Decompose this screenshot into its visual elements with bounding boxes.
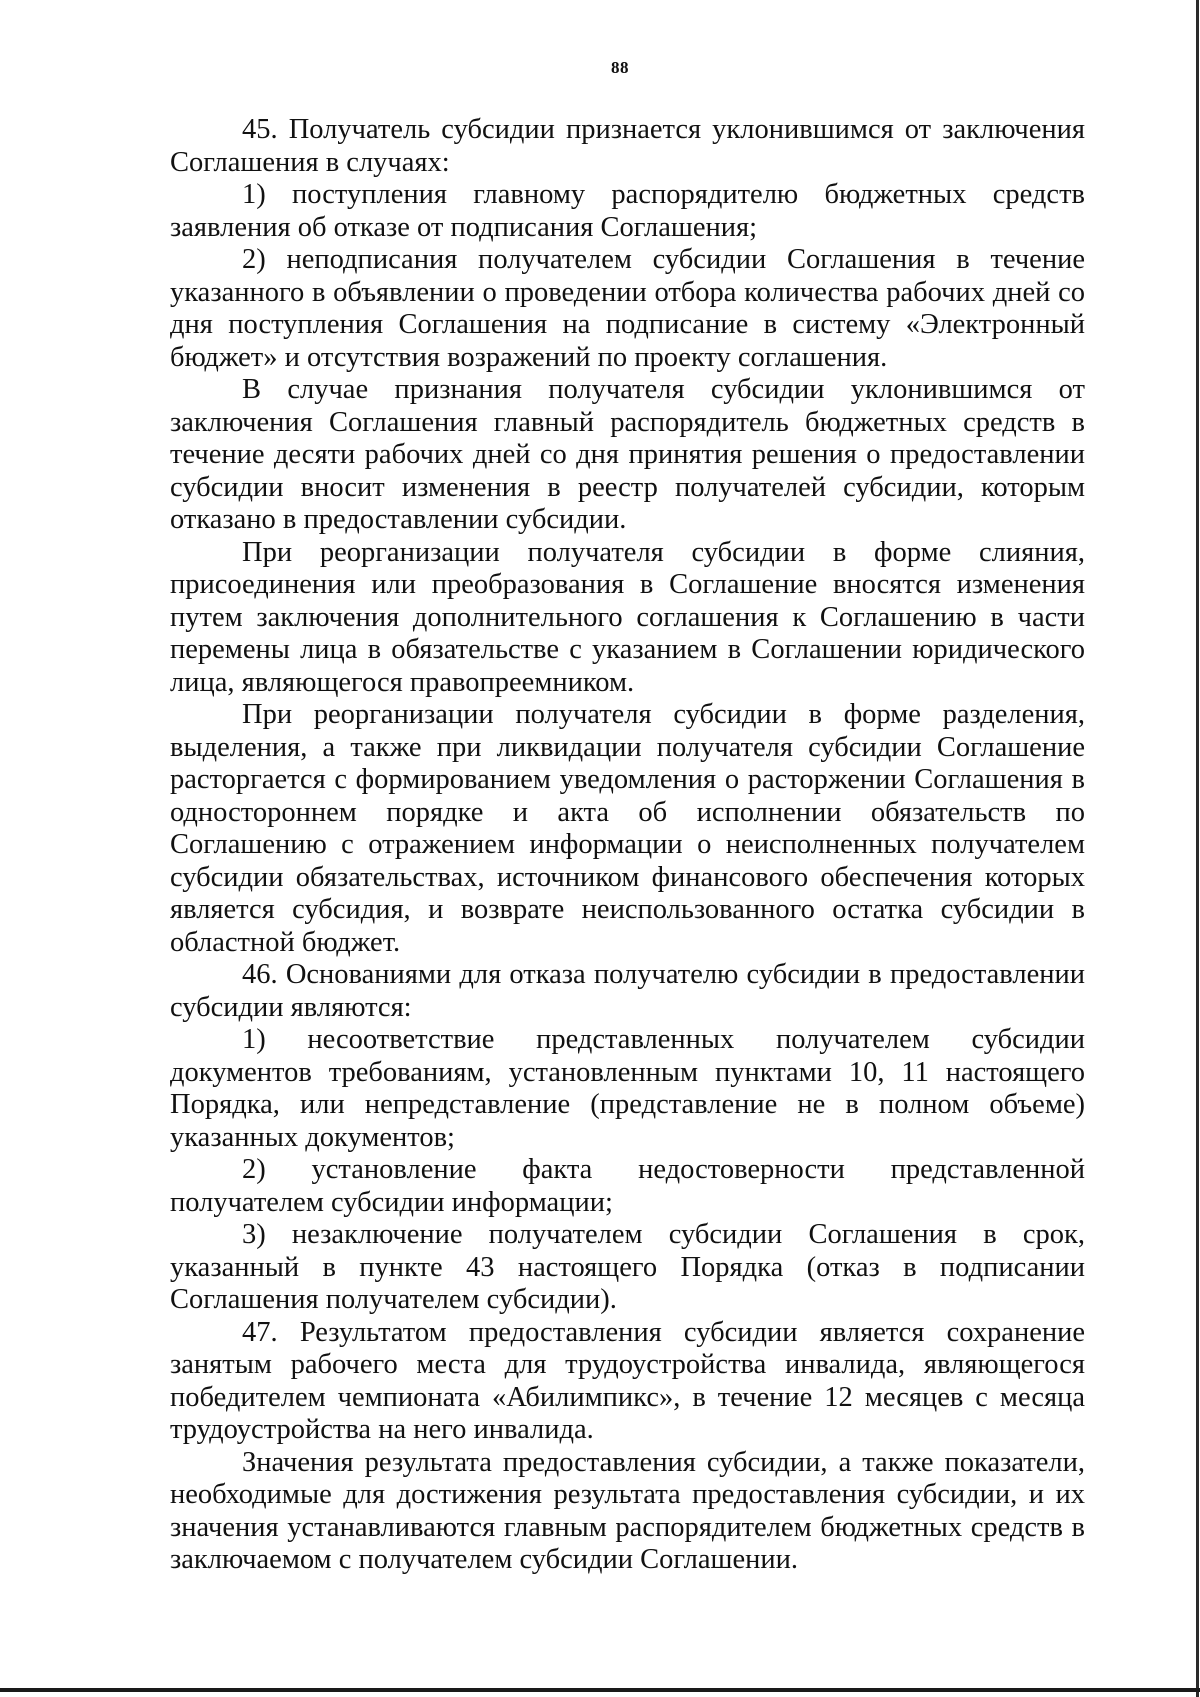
paragraph-reorganization-merger: При реорганизации получателя субсидии в форме слияния, присоединения или преобразования в Соглашение вносятся изменения путем заключения дополнительного соглашения к Соглашению в части перемены лица в обязательстве с указанием в Соглашении юридического лица, являющегося правопреемником.	[170, 536, 1085, 698]
scan-edge-bottom	[0, 1688, 1200, 1692]
paragraph-46: 46. Основаниями для отказа получателю субсидии в предоставлении субсидии являются:	[170, 959, 1085, 1023]
paragraph-46-item-3: 3) незаключение получателем субсидии Соглашения в срок, указанный в пункте 43 настоящего Порядка (отказ в подписании Соглашения получателем субсидии).	[170, 1219, 1085, 1315]
paragraph-47: 47. Результатом предоставления субсидии является сохранение занятым рабочего места для трудоустройства инвалида, являющегося победителем чемпионата «Абилимпикс», в течение 12 месяцев с месяца трудоустройства на него инвалида.	[170, 1316, 1085, 1445]
paragraph-45-item-1: 1) поступления главному распорядителю бюджетных средств заявления об отказе от подписания Соглашения;	[170, 179, 1085, 243]
paragraph-45-item-2: 2) неподписания получателем субсидии Соглашения в течение указанного в объявлении о проведении отбора количества рабочих дней со дня поступления Соглашения на подписание в систему «Электронный бюджет» и отсутствия возражений по проекту соглашения.	[170, 244, 1085, 373]
paragraph-46-item-1: 1) несоответствие представленных получателем субсидии документов требованиям, установленным пунктами 10, 11 настоящего Порядка, или непредставление (представление не в полном объеме) указанных документов;	[170, 1024, 1085, 1153]
paragraph-evasion-consequence: В случае признания получателя субсидии уклонившимся от заключения Соглашения главный распорядитель бюджетных средств в течение десяти рабочих дней со дня принятия решения о предоставлении субсидии вносит изменения в реестр получателей субсидии, которым отказано в предоставлении субсидии.	[170, 374, 1085, 535]
page-number: 88	[611, 58, 629, 77]
paragraph-reorganization-division: При реорганизации получателя субсидии в форме разделения, выделения, а также при ликвидации получателя субсидии Соглашение расторгается с формированием уведомления о расторжении Соглашения в одностороннем порядке и акта об исполнении обязательств по Соглашению с отражением информации о неисполненных получателем субсидии обязательствах, источником финансового обеспечения которых является субсидия, и возврате неиспользованного остатка субсидии в областной бюджет.	[170, 699, 1085, 958]
scan-edge-right	[1196, 0, 1199, 1697]
paragraph-45: 45. Получатель субсидии признается уклонившимся от заключения Соглашения в случаях:	[170, 114, 1085, 178]
paragraph-46-item-2: 2) установление факта недостоверности представленной получателем субсидии информации;	[170, 1154, 1085, 1218]
paragraph-result-values: Значения результата предоставления субсидии, а также показатели, необходимые для достижения результата предоставления субсидии, и их значения устанавливаются главным распорядителем бюджетных средств в заключаемом с получателем субсидии Соглашении.	[170, 1446, 1085, 1575]
document-body	[170, 114, 1085, 1577]
